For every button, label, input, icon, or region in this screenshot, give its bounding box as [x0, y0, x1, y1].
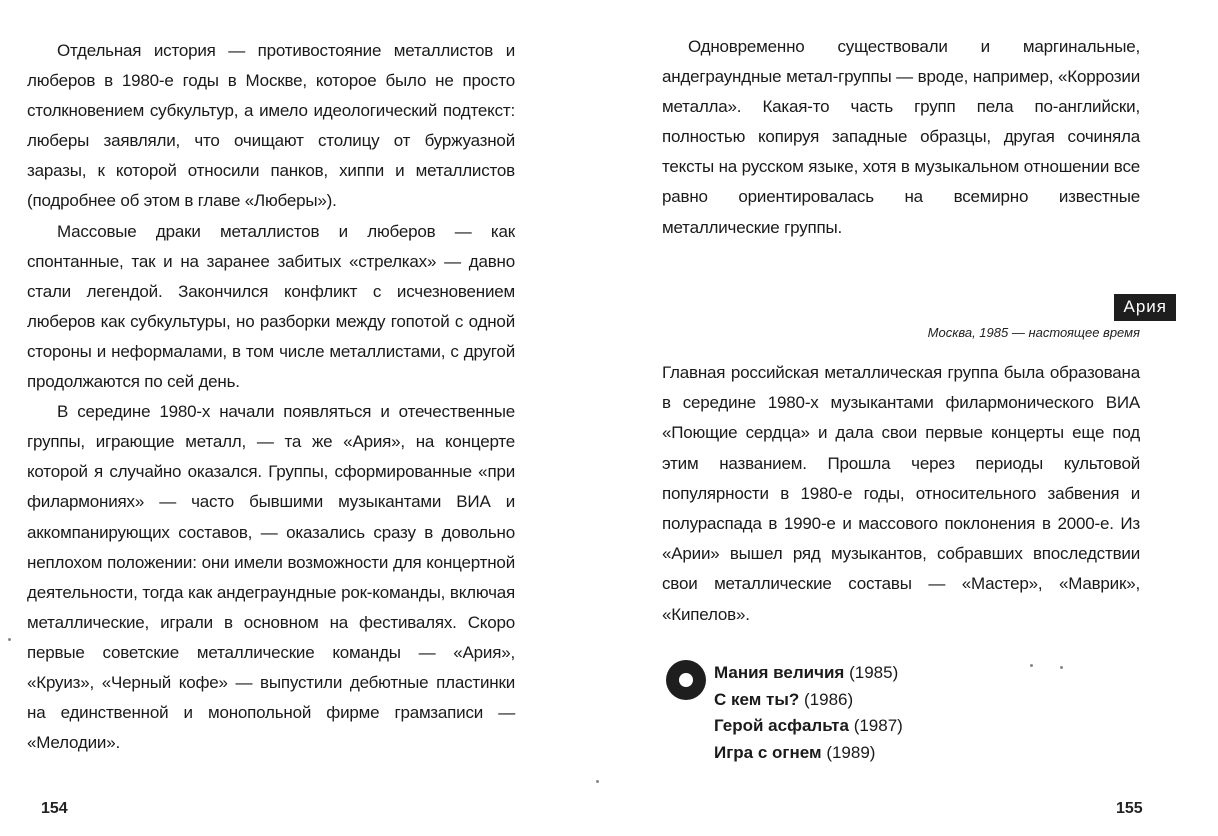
vinyl-disc-icon: [666, 660, 706, 700]
discography-list: [714, 660, 903, 766]
page-number-left: 154: [41, 800, 68, 817]
scan-speck: [8, 638, 11, 641]
paragraph: Одновременно существовали и маргинальные, андеграундные метал-группы — вроде, например, «Коррозии металла». Какая-то часть групп пела по-английски, полностью копируя западные образцы, другая сочиняла тексты на русском языке, хотя в музыкальном отношении все равно ориентировалась на всемирно известные металлические группы.: [662, 37, 1140, 237]
paragraph: Главная российская металлическая группа была образована в середине 1980-х музыкантами филармонического ВИА «Поющие сердца» и дала свои первые концерты еще под этим названием. Прошла через периоды культовой популярности в 1980-е годы, относительного забвения и полураспада в 1990-е и массового поклонения в 2000-е. Из «Арии» вышел ряд музыкантов, собравших впоследствии свои металлические составы — «Мастер», «Маврик», «Кипелов».: [662, 363, 1140, 624]
paragraph: Массовые драки металлистов и люберов — как спонтанные, так и на заранее забитых «стрелках» — давно стали легендой. Закончился конфликт с исчезновением люберов как субкультуры, но разборки между гопотой с одной стороны и неформалами, в том числе металлистами, с другой продолжаются по сей день.: [27, 221, 515, 392]
album-year: (1985): [849, 663, 899, 682]
scan-speck: [1030, 664, 1033, 667]
scan-speck: [1060, 666, 1063, 669]
album-title: Герой асфальта: [714, 716, 849, 735]
list-item: [714, 740, 903, 767]
album-year: (1986): [804, 689, 854, 709]
album-title: С кем ты?: [714, 689, 800, 709]
band-name-heading: Ария: [1114, 294, 1177, 321]
disc-hole: [679, 673, 693, 687]
band-description: [662, 358, 1140, 630]
page-number-right: 155: [1116, 800, 1143, 817]
left-page: [0, 0, 600, 836]
left-page-text: [27, 36, 515, 758]
album-year: (1989): [826, 742, 876, 762]
band-subtitle: Москва, 1985 — настоящее время: [927, 325, 1140, 340]
list-item: [714, 713, 903, 740]
album-title: Игра с огнем: [714, 742, 822, 762]
right-page: [610, 0, 1218, 836]
scan-speck: [596, 780, 599, 783]
album-year: (1987): [853, 716, 903, 735]
list-item: [714, 660, 903, 687]
paragraph: В середине 1980-х начали появляться и отечественные группы, играющие металл, — та же «Ария», на концерте которой я случайно оказался. Группы, сформированные «при филармониях» — часто бывшими музыкантами ВИА и аккомпанирующих составов, — оказались сразу в довольно неплохом положении: они имели возможности для концертной деятельности, тогда как андеграундные рок-команды, включая металлические, играли в основном на фестивалях. Скоро первые советские металлические команды — «Ария», «Круиз», «Черный кофе» — выпустили дебютные пластинки на единственной и монопольной фирме грамзаписи — «Мелодии».: [27, 402, 515, 753]
paragraph: Отдельная история — противостояние металлистов и люберов в 1980-е годы в Москве, которое было не просто столкновением субкультур, а имело идеологический подтекст: люберы заявляли, что очищают столицу от буржуазной заразы, к которой относили панков, хиппи и металлистов (подробнее об этом в главе «Люберы»).: [27, 41, 515, 211]
right-page-intro: [662, 32, 1140, 243]
album-title: Мания величия: [714, 663, 845, 682]
list-item: [714, 687, 903, 714]
